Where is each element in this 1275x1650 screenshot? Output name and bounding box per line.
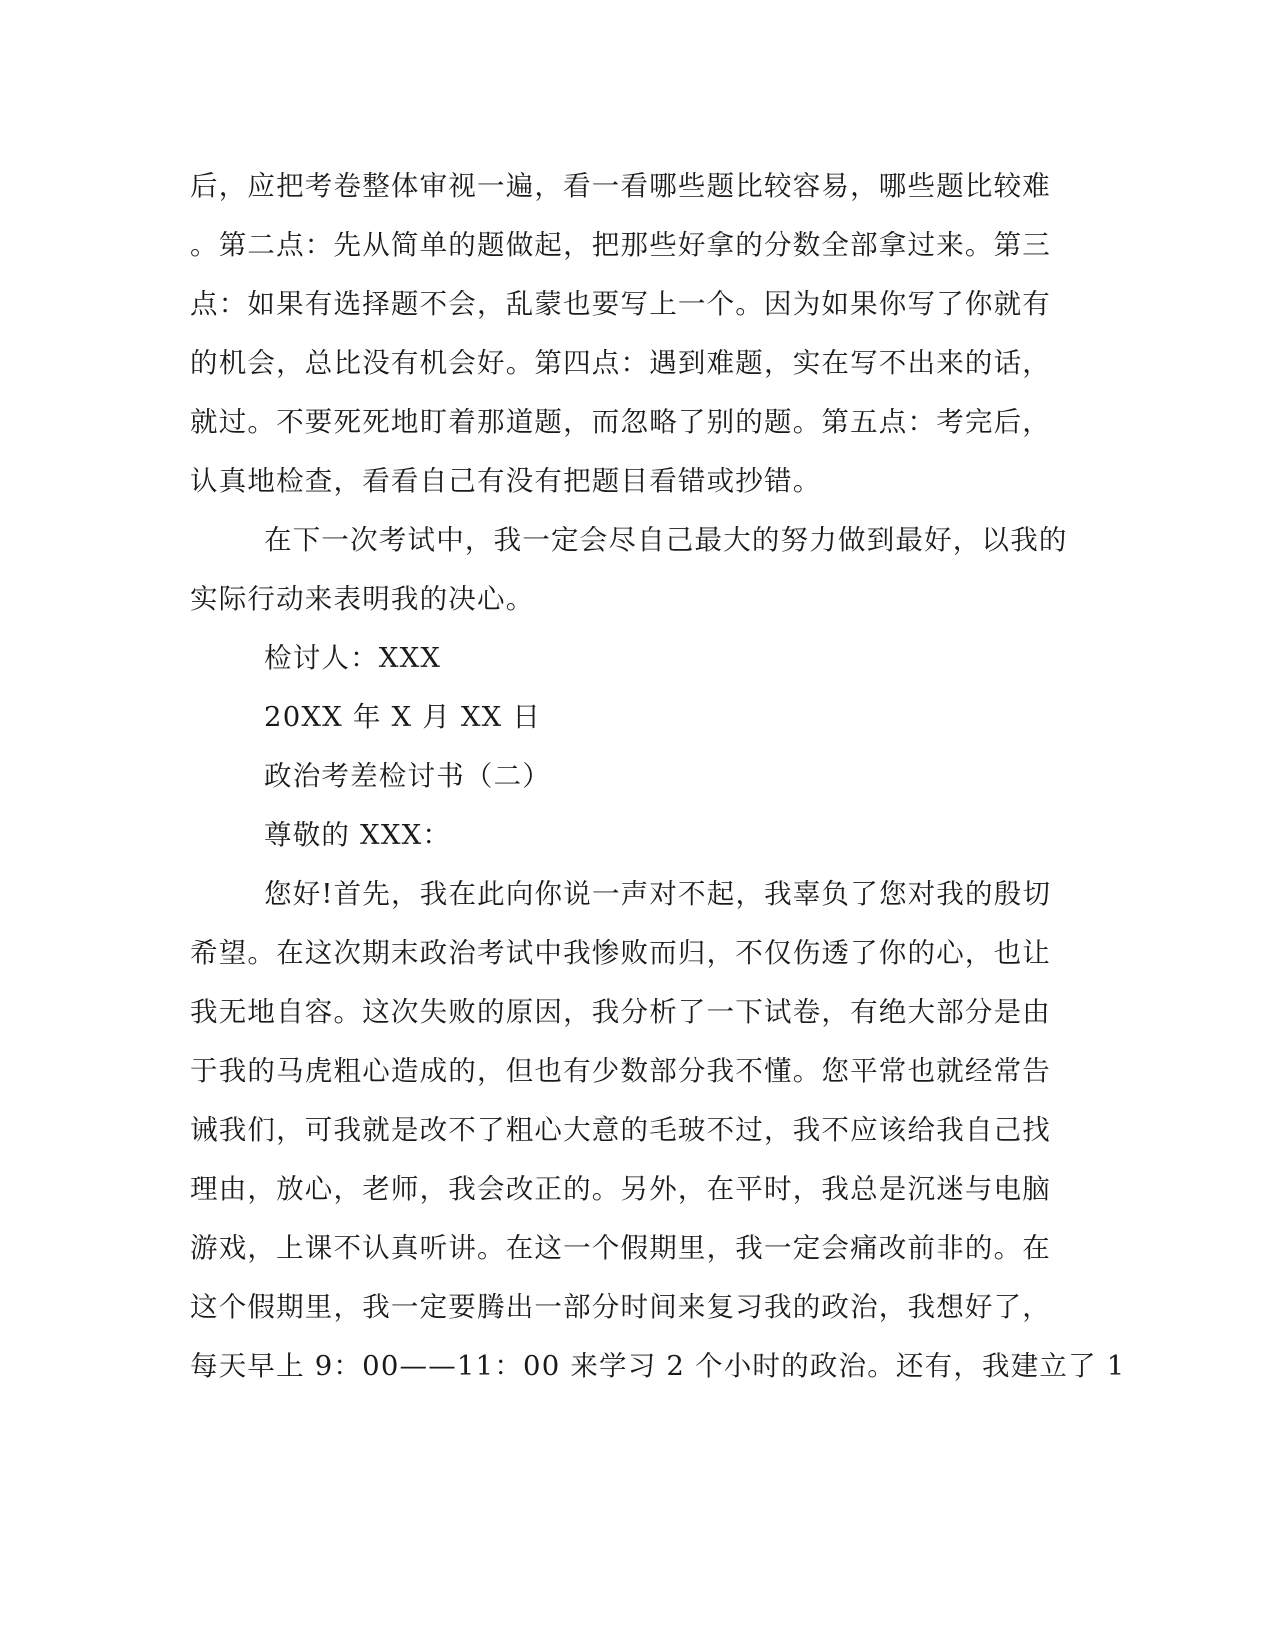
text-line: 后，应把考卷整体审视一遍，看一看哪些题比较容易，哪些题比较难 [190, 170, 1051, 202]
text-line: 游戏，上课不认真听讲。在这一个假期里，我一定会痛改前非的。在 [190, 1232, 1051, 1264]
signature-date: 20XX 年 X 月 XX 日 [264, 701, 542, 733]
text-line: 的机会，总比没有机会好。第四点：遇到难题，实在写不出来的话， [190, 347, 1051, 379]
text-line: 。第二点：先从简单的题做起，把那些好拿的分数全部拿过来。第三 [190, 229, 1051, 261]
text-line: 希望。在这次期末政治考试中我惨败而归，不仅伤透了你的心，也让 [190, 937, 1051, 969]
paragraph-first-line: 您好!首先，我在此向你说一声对不起，我辜负了您对我的殷切 [264, 878, 1052, 910]
paragraph-first-line: 在下一次考试中，我一定会尽自己最大的努力做到最好，以我的 [264, 524, 1068, 556]
text-line: 点：如果有选择题不会，乱蒙也要写上一个。因为如果你写了你就有 [190, 288, 1051, 320]
text-line: 诫我们，可我就是改不了粗心大意的毛玻不过，我不应该给我自己找 [190, 1114, 1051, 1146]
signature-reviewer: 检讨人：XXX [264, 642, 442, 674]
text-line: 就过。不要死死地盯着那道题，而忽略了别的题。第五点：考完后， [190, 406, 1051, 438]
text-line: 实际行动来表明我的决心。 [190, 583, 535, 615]
section-title: 政治考差检讨书（二） [264, 760, 551, 792]
salutation: 尊敬的 XXX： [264, 819, 452, 851]
text-line: 理由，放心，老师，我会改正的。另外，在平时，我总是沉迷与电脑 [190, 1173, 1051, 1205]
text-line: 认真地检查，看看自己有没有把题目看错或抄错。 [190, 465, 822, 497]
text-line: 我无地自容。这次失败的原因，我分析了一下试卷，有绝大部分是由 [190, 996, 1051, 1028]
text-line: 于我的马虎粗心造成的，但也有少数部分我不懂。您平常也就经常告 [190, 1055, 1051, 1087]
text-line: 这个假期里，我一定要腾出一部分时间来复习我的政治，我想好了， [190, 1291, 1051, 1323]
text-line: 每天早上 9：00——11：00 来学习 2 个小时的政治。还有，我建立了 1 [190, 1350, 1126, 1382]
